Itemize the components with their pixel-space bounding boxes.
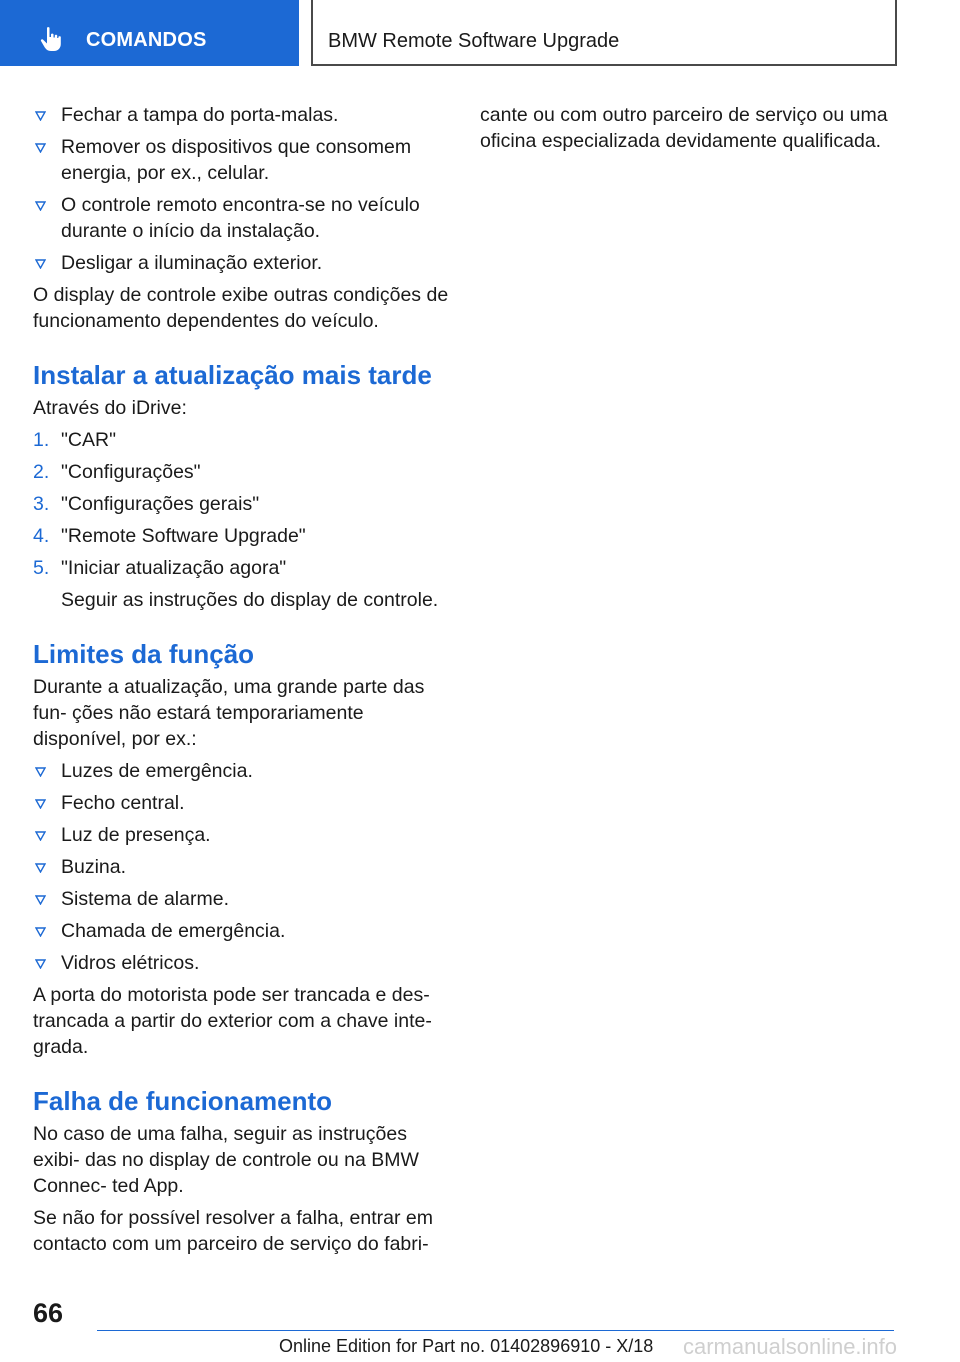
right-column [480, 102, 900, 160]
continued-paragraph: cante ou com outro parceiro de serviço ou uma oficina especializada devidamente qualificada. [480, 104, 888, 152]
footer-divider [97, 1330, 894, 1331]
limits-heading: Limites da função [33, 639, 255, 669]
list-item: Chamada de emergência. [33, 918, 453, 944]
step-number: 4. [33, 525, 50, 547]
section-header [311, 0, 897, 66]
left-column [33, 102, 453, 1263]
triangle-bullet-icon [35, 831, 46, 841]
watermark: carmanualsonline.info [683, 1334, 898, 1359]
triangle-bullet-icon [35, 143, 46, 153]
edition-text: Online Edition for Part no. 01402896910 - X/18 [279, 1336, 654, 1356]
list-item: O controle remoto encontra-se no veículo durante o início da instalação. [33, 192, 453, 244]
step-number: 2. [33, 461, 50, 483]
triangle-bullet-icon [35, 259, 46, 269]
step-text: "Iniciar atualização agora" [61, 557, 287, 579]
limits-intro: Durante a atualização, uma grande parte das fun- ções não estará temporariamente disponível, por ex.: [33, 676, 425, 750]
step-followup: Seguir as instruções do display de controle. [61, 589, 439, 611]
list-item: Luz de presença. [33, 822, 453, 848]
page-number: 66 [33, 1298, 64, 1328]
triangle-bullet-icon [35, 799, 46, 809]
step-number: 3. [33, 493, 50, 515]
step-text: "Configurações gerais" [61, 493, 260, 515]
install-later-heading: Instalar a atualização mais tarde [33, 360, 432, 390]
list-item: Fecho central. [33, 790, 453, 816]
step-item [33, 555, 453, 581]
limits-note: A porta do motorista pode ser trancada e des- trancada a partir do exterior com a chave inte- grada. [33, 984, 432, 1058]
triangle-bullet-icon [35, 927, 46, 937]
triangle-bullet-icon [35, 895, 46, 905]
step-item [33, 459, 453, 485]
hand-pointer-icon [38, 26, 64, 52]
malfunction-paragraph: No caso de uma falha, seguir as instruções exibi- das no display de controle ou na BMW Connec- ted App. [33, 1123, 419, 1197]
chapter-tab-label: COMANDOS [86, 29, 207, 51]
list-item: Vidros elétricos. [33, 950, 453, 976]
list-item: Sistema de alarme. [33, 886, 453, 912]
list-item: Desligar a iluminação exterior. [33, 250, 453, 276]
triangle-bullet-icon [35, 959, 46, 969]
step-number: 5. [33, 557, 50, 579]
step-item [33, 427, 453, 453]
triangle-bullet-icon [35, 863, 46, 873]
section-title: BMW Remote Software Upgrade [328, 30, 620, 52]
malfunction-heading: Falha de funcionamento [33, 1086, 333, 1116]
list-item: Fechar a tampa do porta-malas. [33, 102, 453, 128]
step-item [33, 491, 453, 517]
step-text: "CAR" [61, 429, 117, 451]
step-text: "Remote Software Upgrade" [61, 525, 306, 547]
chapter-tab [0, 0, 299, 66]
list-item: Remover os dispositivos que consomem energia, por ex., celular. [33, 134, 453, 186]
triangle-bullet-icon [35, 201, 46, 211]
malfunction-paragraph: Se não for possível resolver a falha, entrar em contacto com um parceiro de serviço do fabri- [33, 1207, 433, 1255]
conditions-note: O display de controle exibe outras condições de funcionamento dependentes do veículo. [33, 284, 449, 332]
triangle-bullet-icon [35, 111, 46, 121]
triangle-bullet-icon [35, 767, 46, 777]
step-number: 1. [33, 429, 50, 451]
step-text: "Configurações" [61, 461, 201, 483]
list-item: Buzina. [33, 854, 453, 880]
install-later-intro: Através do iDrive: [33, 397, 187, 419]
step-item [33, 523, 453, 549]
list-item: Luzes de emergência. [33, 758, 453, 784]
